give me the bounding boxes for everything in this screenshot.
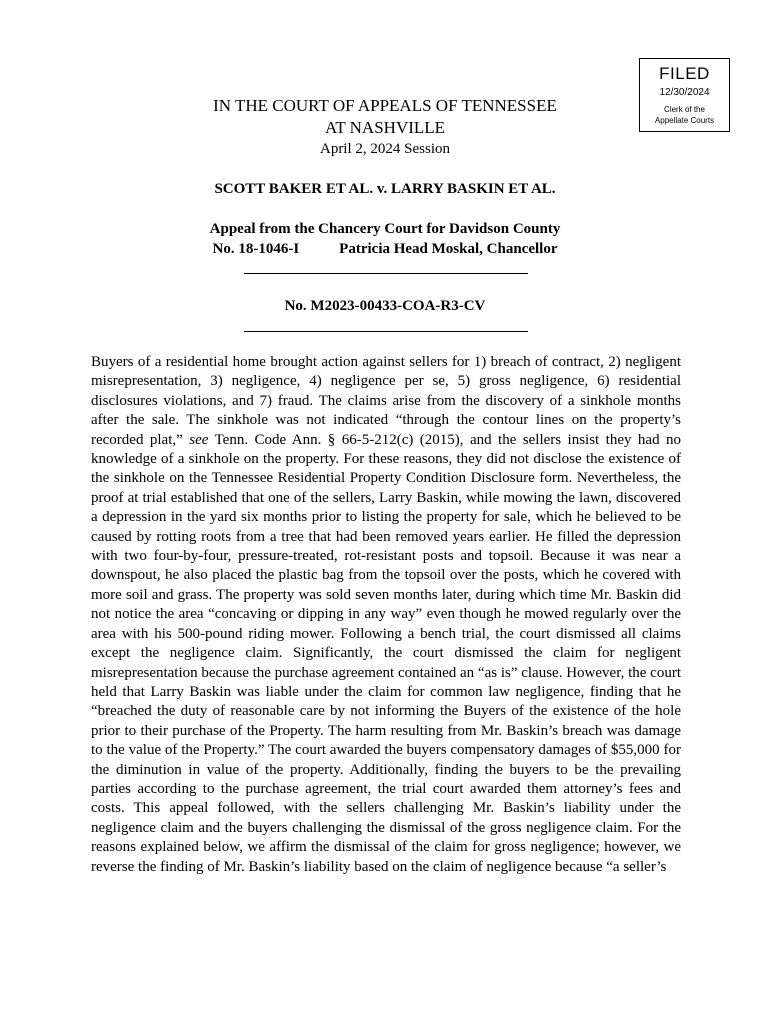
filed-stamp-word: FILED bbox=[659, 64, 710, 83]
case-title: SCOTT BAKER ET AL. v. LARRY BASKIN ET AL. bbox=[214, 181, 556, 197]
case-summary-see: see bbox=[189, 431, 209, 448]
court-name bbox=[90, 95, 680, 139]
appellate-docket-number: No. M2023-00433-COA-R3-CV bbox=[284, 298, 486, 314]
divider-top bbox=[244, 273, 528, 274]
case-summary-part1: Buyers of a residential home brought action against sellers for 1) breach of contract, 2) negligent misrepresentation, 3) negligence, 4) negligence per se, 5) gross negligence, 6) residential disclosures violations, and 7) fraud. The claims arise from the discovery of a sinkhole months after the sale. The sinkhole was not indicated “through the contour lines on the property’s recorded plat,” bbox=[91, 354, 681, 448]
filed-stamp-courts: Appellate Courts bbox=[654, 116, 715, 125]
case-summary-part2: Tenn. Code Ann. § 66-5-212(c) (2015), and the sellers insist they had no knowledge of a sinkhole on the property. For these reasons, they did not disclose the existence of the sinkhole on the Tennessee Residential Property Condition Disclosure form. Nevertheless, the proof at trial established that one of the sellers, Larry Baskin, while mowing the lawn, discovered a depression in the yard six months prior to listing the property for sale, which he believed to be caused by rotting roots from a tree that had been removed years earlier. He filled the depression with two four-by-four, pressure-treated, rot-resistant posts and topsoil. Because it was near a downspout, he also placed the plastic bag from the topsoil over the posts, which he covered with more soil and grass. The property was sold seven months later, during which time Mr. Baskin did not notice the area “concaving or dipping in any way” even though he mowed regularly over the area with his 500-pound riding mower. Following a bench trial, the court dismissed all claims except the negligence claim. Significantly, the court dismissed the claim for negligent misrepresentation because the purchase agreement contained an “as is” clause. However, the court held that Larry Baskin was liable under the claim for common law negligence, finding that he “breached the duty of reasonable care by not informing the Buyers of the existence of the hole prior to their purchase of the Property. The harm resulting from Mr. Baskin’s breach was damage to the value of the Property.” The court awarded the buyers compensatory damages of $55,000 for the diminution in value of the property. Additionally, finding the buyers to be the prevailing parties according to the purchase agreement, the trial court awarded them attorney’s fees and costs. This appeal followed, with the sellers challenging Mr. Baskin’s liability under the negligence claim and the buyers challenging the dismissal of the gross negligence claim. For the reasons explained below, we affirm the dismissal of the claim for gross negligence; however, we reverse the finding of Mr. Baskin’s liability based on the claim of negligence because “a seller’s bbox=[91, 431, 681, 875]
case-summary bbox=[91, 353, 681, 877]
filed-stamp-clerk: Clerk of the bbox=[664, 105, 705, 114]
lower-court-line bbox=[90, 239, 680, 259]
appeal-from: Appeal from the Chancery Court for Davidson County bbox=[209, 221, 561, 237]
divider-bottom bbox=[244, 331, 528, 332]
lower-court-docket: No. 18-1046-I bbox=[212, 241, 300, 257]
session-date: April 2, 2024 Session bbox=[319, 141, 450, 157]
filed-stamp-date: 12/30/2024 bbox=[659, 87, 710, 98]
court-name-line2: AT NASHVILLE bbox=[324, 118, 446, 137]
court-name-line1: IN THE COURT OF APPEALS OF TENNESSEE bbox=[213, 96, 557, 115]
chancellor-name: Patricia Head Moskal, Chancellor bbox=[339, 241, 558, 257]
